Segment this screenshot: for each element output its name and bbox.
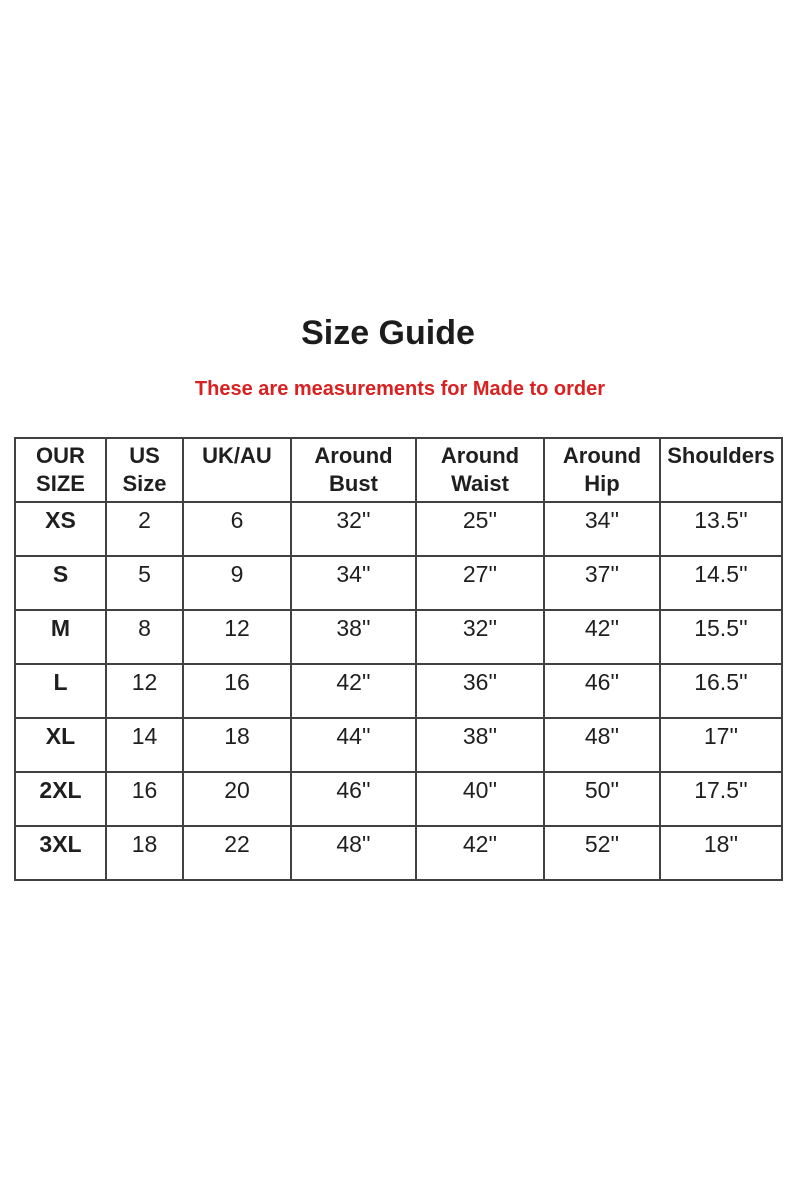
measurement-cell: 52'' — [544, 826, 660, 880]
measurement-cell: 42'' — [544, 610, 660, 664]
measurement-cell: 6 — [183, 502, 291, 556]
measurement-cell: 42'' — [291, 664, 416, 718]
measurement-cell: 42'' — [416, 826, 544, 880]
measurement-cell: 50'' — [544, 772, 660, 826]
measurement-cell: 14 — [106, 718, 183, 772]
size-label-cell: XS — [15, 502, 106, 556]
made-to-order-note: These are measurements for Made to order — [194, 378, 606, 400]
measurement-cell: 8 — [106, 610, 183, 664]
measurement-cell: 12 — [106, 664, 183, 718]
size-label-cell: 2XL — [15, 772, 106, 826]
size-label-cell: L — [15, 664, 106, 718]
measurement-cell: 16 — [106, 772, 183, 826]
table-row-m — [15, 610, 782, 664]
measurement-cell: 32'' — [291, 502, 416, 556]
size-label-cell: S — [15, 556, 106, 610]
measurement-cell: 25'' — [416, 502, 544, 556]
column-header-line: Around — [440, 443, 520, 468]
size-guide-table — [14, 437, 783, 881]
column-header-line: Shoulders — [667, 443, 775, 468]
measurement-cell: 40'' — [416, 772, 544, 826]
measurement-cell: 18 — [106, 826, 183, 880]
size-label-cell: XL — [15, 718, 106, 772]
size-label-cell: 3XL — [15, 826, 106, 880]
column-header-around-waist — [416, 438, 544, 502]
measurement-cell: 20 — [183, 772, 291, 826]
table-row-xs — [15, 502, 782, 556]
measurement-cell: 27'' — [416, 556, 544, 610]
measurement-cell: 34'' — [291, 556, 416, 610]
table-row-xl — [15, 718, 782, 772]
measurement-cell: 16 — [183, 664, 291, 718]
measurement-cell: 46'' — [291, 772, 416, 826]
column-header-us-size — [106, 438, 183, 502]
measurement-cell: 16.5'' — [660, 664, 782, 718]
table-row-3xl — [15, 826, 782, 880]
measurement-cell: 22 — [183, 826, 291, 880]
measurement-cell: 12 — [183, 610, 291, 664]
measurement-cell: 48'' — [544, 718, 660, 772]
column-header-uk-au — [183, 438, 291, 502]
measurement-cell: 37'' — [544, 556, 660, 610]
column-header-line: UK/AU — [202, 443, 272, 468]
measurement-cell: 14.5'' — [660, 556, 782, 610]
measurement-cell: 38'' — [416, 718, 544, 772]
column-header-line: Around — [562, 443, 642, 468]
size-label-cell: M — [15, 610, 106, 664]
measurement-cell: 34'' — [544, 502, 660, 556]
measurement-cell: 17.5'' — [660, 772, 782, 826]
measurement-cell: 18 — [183, 718, 291, 772]
measurement-cell: 32'' — [416, 610, 544, 664]
measurement-cell: 18'' — [660, 826, 782, 880]
measurement-cell: 17'' — [660, 718, 782, 772]
measurement-cell: 2 — [106, 502, 183, 556]
column-header-line: SIZE — [36, 471, 85, 496]
table-row-l — [15, 664, 782, 718]
table-row-2xl — [15, 772, 782, 826]
column-header-line: OUR — [36, 443, 85, 468]
column-header-around-bust — [291, 438, 416, 502]
column-header-line: US — [129, 443, 160, 468]
column-header-our-size — [15, 438, 106, 502]
column-header-line: Around — [314, 443, 393, 468]
table-header-row — [15, 438, 782, 502]
column-header-line: Bust — [329, 471, 378, 496]
column-header-around-hip — [544, 438, 660, 502]
column-header-line: Size — [122, 471, 167, 496]
column-header-shoulders — [660, 438, 782, 502]
column-header-line: Hip — [584, 471, 620, 496]
column-header-line: Waist — [451, 471, 509, 496]
table-row-s — [15, 556, 782, 610]
measurement-cell: 15.5'' — [660, 610, 782, 664]
measurement-cell: 48'' — [291, 826, 416, 880]
measurement-cell: 36'' — [416, 664, 544, 718]
measurement-cell: 5 — [106, 556, 183, 610]
measurement-cell: 9 — [183, 556, 291, 610]
measurement-cell: 38'' — [291, 610, 416, 664]
measurement-cell: 44'' — [291, 718, 416, 772]
page-title: Size Guide — [301, 314, 475, 352]
measurement-cell: 46'' — [544, 664, 660, 718]
measurement-cell: 13.5'' — [660, 502, 782, 556]
